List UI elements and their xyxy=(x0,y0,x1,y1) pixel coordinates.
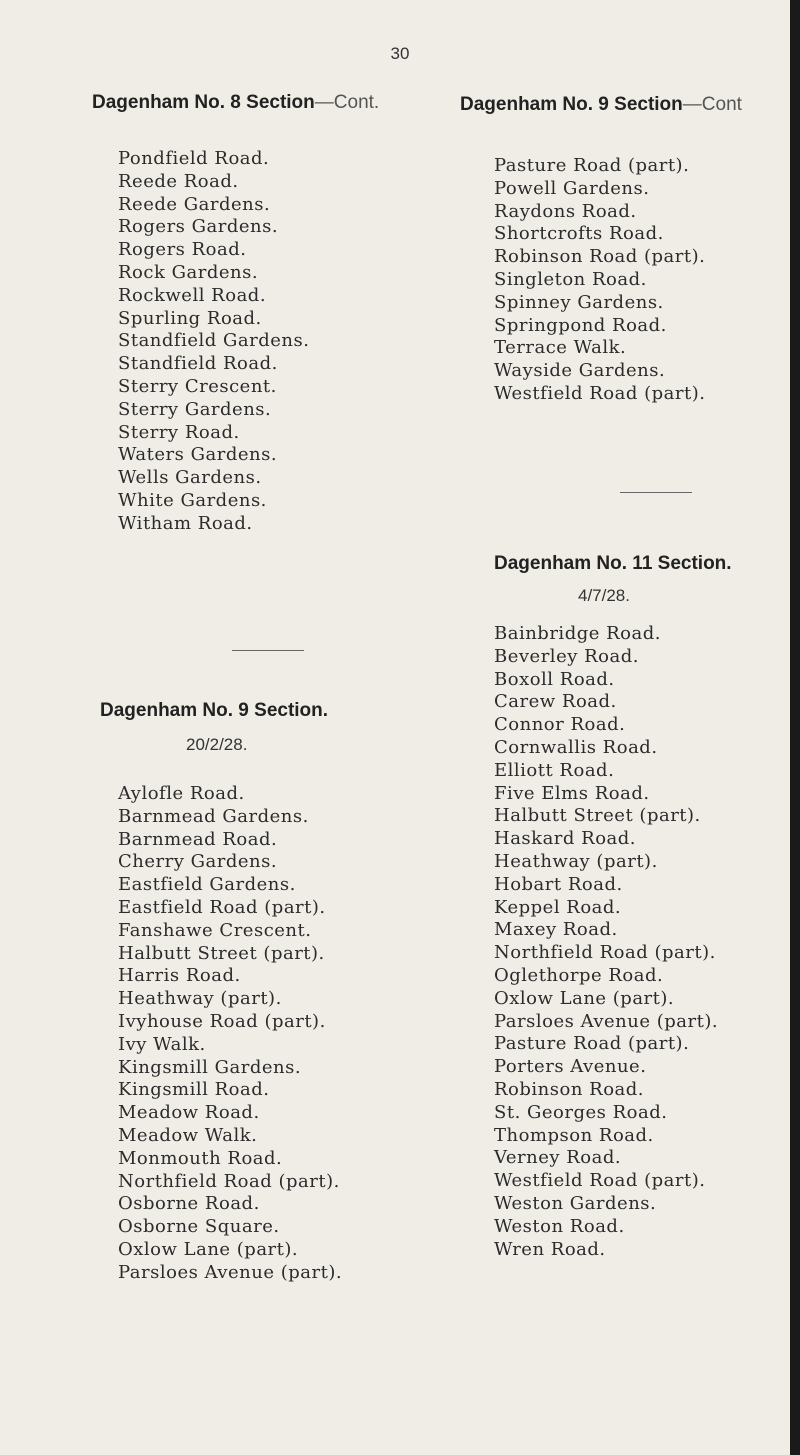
road-item: Heathway (part). xyxy=(494,850,658,872)
road-item: Barnmead Road. xyxy=(118,828,278,850)
road-item: St. Georges Road. xyxy=(494,1101,668,1123)
road-item: Northfield Road (part). xyxy=(118,1170,340,1192)
left-continued-heading xyxy=(92,92,379,114)
road-item: Westfield Road (part). xyxy=(494,382,706,404)
road-item: Osborne Road. xyxy=(118,1193,260,1215)
road-item: Spurling Road. xyxy=(118,307,262,329)
road-item: Rockwell Road. xyxy=(118,284,267,306)
road-item: Eastfield Gardens. xyxy=(118,874,296,896)
right-continued-heading-title: Dagenham No. 9 Section xyxy=(460,94,683,115)
road-item: Verney Road. xyxy=(494,1147,622,1169)
road-item: Porters Avenue. xyxy=(494,1056,647,1078)
road-item: Powell Gardens. xyxy=(494,177,650,199)
road-item: Northfield Road (part). xyxy=(494,942,716,964)
road-item: Halbutt Street (part). xyxy=(118,942,325,964)
road-item: Pondfield Road. xyxy=(118,148,270,169)
road-item: Waters Gardens. xyxy=(118,444,278,466)
road-item: Barnmead Gardens. xyxy=(118,805,309,827)
left-divider xyxy=(232,650,304,651)
right-continued-heading-suffix: —Cont xyxy=(682,94,742,115)
right-continued-heading xyxy=(460,94,742,116)
road-item: Sterry Gardens. xyxy=(118,398,272,420)
left-continued-heading-title: Dagenham No. 8 Section xyxy=(92,92,315,113)
road-item: Osborne Square. xyxy=(118,1216,280,1238)
road-item: Reede Road. xyxy=(118,170,239,192)
road-item: Oxlow Lane (part). xyxy=(118,1238,299,1260)
road-item: Hobart Road. xyxy=(494,873,623,895)
road-item: Wayside Gardens. xyxy=(494,360,666,382)
road-item: Cherry Gardens. xyxy=(118,851,278,873)
road-item: Reede Gardens. xyxy=(118,193,271,215)
road-item: Elliott Road. xyxy=(494,759,615,781)
page-edge xyxy=(790,0,800,1455)
road-item: Parsloes Avenue (part). xyxy=(118,1261,343,1283)
road-item: Pasture Road (part). xyxy=(494,1033,690,1055)
road-item: Witham Road. xyxy=(118,512,253,534)
road-item: Spinney Gardens. xyxy=(494,291,664,313)
road-item: Oxlow Lane (part). xyxy=(494,987,675,1009)
road-item: Aylofle Road. xyxy=(118,783,245,804)
road-item: Meadow Walk. xyxy=(118,1124,258,1146)
right-section-road-list xyxy=(494,623,718,1261)
road-item: Ivyhouse Road (part). xyxy=(118,1010,326,1032)
road-item: Terrace Walk. xyxy=(494,337,627,359)
left-section-road-list xyxy=(118,783,342,1285)
road-item: Halbutt Street (part). xyxy=(494,805,701,827)
road-item: Boxoll Road. xyxy=(494,668,615,690)
road-item: Heathway (part). xyxy=(118,988,282,1010)
road-item: Wells Gardens. xyxy=(118,467,262,489)
road-item: Haskard Road. xyxy=(494,828,637,850)
road-item: Rogers Road. xyxy=(118,239,247,261)
road-item: Robinson Road (part). xyxy=(494,246,706,268)
road-item: Weston Road. xyxy=(494,1215,625,1237)
road-item: Rogers Gardens. xyxy=(118,216,279,238)
road-item: Thompson Road. xyxy=(494,1124,654,1146)
left-continued-heading-suffix: —Cont. xyxy=(314,92,380,113)
road-item: Harris Road. xyxy=(118,965,241,987)
left-section-heading: Dagenham No. 9 Section. xyxy=(100,700,329,721)
road-item: Keppel Road. xyxy=(494,896,622,918)
road-item: Monmouth Road. xyxy=(118,1147,283,1169)
road-item: Kingsmill Gardens. xyxy=(118,1056,302,1078)
road-item: Five Elms Road. xyxy=(494,782,650,804)
road-item: Weston Gardens. xyxy=(494,1192,657,1214)
road-item: Cornwallis Road. xyxy=(494,736,658,758)
road-item: Meadow Road. xyxy=(118,1102,260,1124)
road-item: Raydons Road. xyxy=(494,200,637,222)
road-item: Connor Road. xyxy=(494,714,626,736)
road-item: White Gardens. xyxy=(118,489,267,511)
right-divider xyxy=(620,492,692,493)
right-continued-road-list xyxy=(494,155,705,406)
road-item: Maxey Road. xyxy=(494,919,618,941)
road-item: Fanshawe Crescent. xyxy=(118,919,312,941)
page-number: 30 xyxy=(390,44,410,63)
road-item: Springpond Road. xyxy=(494,314,667,336)
road-item: Singleton Road. xyxy=(494,268,647,290)
road-item: Kingsmill Road. xyxy=(118,1079,270,1101)
road-item: Shortcrofts Road. xyxy=(494,223,664,245)
road-item: Eastfield Road (part). xyxy=(118,896,326,918)
right-section-date: 4/7/28. xyxy=(578,586,630,605)
road-item: Standfield Gardens. xyxy=(118,330,310,352)
left-section-date: 20/2/28. xyxy=(186,735,248,754)
road-item: Wren Road. xyxy=(494,1238,606,1260)
road-item: Sterry Road. xyxy=(118,421,240,443)
road-item: Rock Gardens. xyxy=(118,261,259,283)
road-item: Westfield Road (part). xyxy=(494,1170,706,1192)
road-item: Beverley Road. xyxy=(494,645,639,667)
road-item: Carew Road. xyxy=(494,691,617,713)
road-item: Robinson Road. xyxy=(494,1078,645,1100)
road-item: Oglethorpe Road. xyxy=(494,964,664,986)
left-continued-road-list xyxy=(118,148,309,536)
right-section-heading: Dagenham No. 11 Section. xyxy=(494,553,732,574)
road-item: Standfield Road. xyxy=(118,353,278,375)
road-item: Sterry Crescent. xyxy=(118,375,277,397)
road-item: Parsloes Avenue (part). xyxy=(494,1010,719,1032)
road-item: Bainbridge Road. xyxy=(494,623,661,644)
road-item: Pasture Road (part). xyxy=(494,155,690,176)
road-item: Ivy Walk. xyxy=(118,1033,206,1055)
